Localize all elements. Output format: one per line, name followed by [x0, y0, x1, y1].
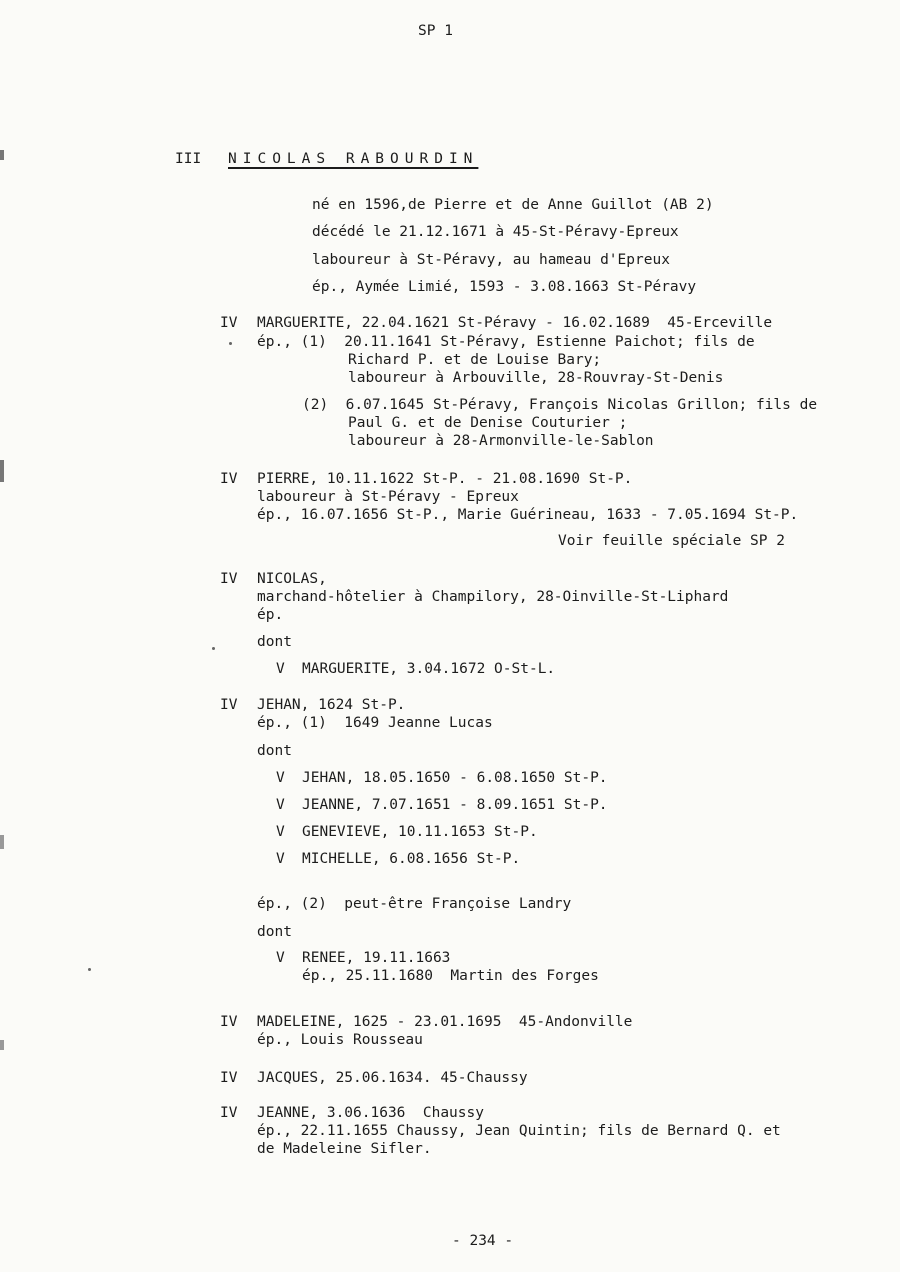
generation-label: IV [220, 471, 238, 487]
entry-line: JEHAN, 1624 St-P. [257, 697, 406, 713]
generation-number: III [175, 151, 202, 167]
scan-speck [212, 647, 215, 650]
page-code: SP 1 [418, 23, 453, 39]
scan-edge-mark [0, 150, 4, 160]
entry-line: MADELEINE, 1625 - 23.01.1695 45-Andonville [257, 1014, 633, 1030]
generation-label: V [276, 950, 285, 966]
cross-reference: Voir feuille spéciale SP 2 [558, 533, 785, 549]
entry-line: ép., 16.07.1656 St-P., Marie Guérineau, 1633 - 7.05.1694 St-P. [257, 507, 799, 523]
generation-label: V [276, 797, 285, 813]
entry-line: GENEVIEVE, 10.11.1653 St-P. [302, 824, 538, 840]
entry-line: PIERRE, 10.11.1622 St-P. - 21.08.1690 St-P. [257, 471, 633, 487]
entry-line: dont [257, 634, 292, 650]
generation-label: V [276, 770, 285, 786]
entry-line: Paul G. et de Denise Couturier ; [348, 415, 628, 431]
entry-line: RENEE, 19.11.1663 [302, 950, 451, 966]
entry-line: dont [257, 924, 292, 940]
generation-label: V [276, 851, 285, 867]
entry-line: MICHELLE, 6.08.1656 St-P. [302, 851, 521, 867]
entry-line: NICOLAS, [257, 571, 327, 587]
generation-label: IV [220, 315, 238, 331]
generation-label: IV [220, 1105, 238, 1121]
entry-line: laboureur à 28-Armonville-le-Sablon [348, 433, 654, 449]
page-number: - 234 - [452, 1233, 514, 1249]
scan-speck [229, 342, 232, 345]
person-title: NICOLAS RABOURDIN [228, 151, 479, 167]
generation-label: IV [220, 1014, 238, 1030]
entry-line: JEANNE, 3.06.1636 Chaussy [257, 1105, 484, 1121]
scan-edge-mark [0, 460, 4, 482]
generation-label: V [276, 661, 285, 677]
scan-edge-mark [0, 1040, 4, 1050]
entry-line: JEHAN, 18.05.1650 - 6.08.1650 St-P. [302, 770, 608, 786]
entry-line: ép., (2) peut-être Françoise Landry [257, 896, 572, 912]
entry-line: laboureur à St-Péravy - Epreux [257, 489, 519, 505]
entry-line: ép., (1) 20.11.1641 St-Péravy, Estienne Paichot; fils de [257, 334, 755, 350]
entry-line: JEANNE, 7.07.1651 - 8.09.1651 St-P. [302, 797, 608, 813]
entry-line: laboureur à Arbouville, 28-Rouvray-St-Denis [348, 370, 724, 386]
generation-label: V [276, 824, 285, 840]
entry-line: dont [257, 743, 292, 759]
intro-line: né en 1596,de Pierre et de Anne Guillot (AB 2) [312, 197, 714, 213]
intro-line: laboureur à St-Péravy, au hameau d'Epreux [312, 252, 670, 268]
intro-line: décédé le 21.12.1671 à 45-St-Péravy-Epreux [312, 224, 679, 240]
entry-line: MARGUERITE, 22.04.1621 St-Péravy - 16.02.1689 45-Erceville [257, 315, 773, 331]
entry-line: ép., (1) 1649 Jeanne Lucas [257, 715, 493, 731]
entry-line: MARGUERITE, 3.04.1672 O-St-L. [302, 661, 556, 677]
generation-label: IV [220, 697, 238, 713]
generation-label: IV [220, 1070, 238, 1086]
entry-line: JACQUES, 25.06.1634. 45-Chaussy [257, 1070, 528, 1086]
entry-line: de Madeleine Sifler. [257, 1141, 432, 1157]
entry-line: ép. [257, 607, 284, 623]
entry-line: ép., Louis Rousseau [257, 1032, 423, 1048]
generation-label: IV [220, 571, 238, 587]
entry-line: Richard P. et de Louise Bary; [348, 352, 602, 368]
entry-line: ép., 25.11.1680 Martin des Forges [302, 968, 599, 984]
scan-speck [88, 968, 91, 971]
intro-line: ép., Aymée Limié, 1593 - 3.08.1663 St-Péravy [312, 279, 697, 295]
scan-edge-mark [0, 835, 4, 849]
entry-line: ép., 22.11.1655 Chaussy, Jean Quintin; fils de Bernard Q. et [257, 1123, 781, 1139]
entry-line: (2) 6.07.1645 St-Péravy, François Nicolas Grillon; fils de [302, 397, 818, 413]
entry-line: marchand-hôtelier à Champilory, 28-Oinville-St-Liphard [257, 589, 729, 605]
